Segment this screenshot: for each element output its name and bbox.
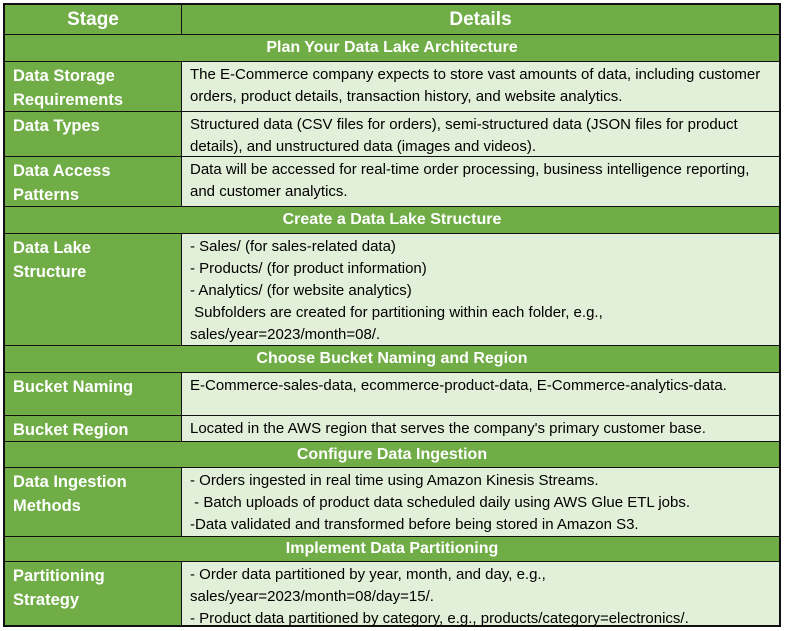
- section-header-ingestion: [5, 442, 779, 468]
- details-text: The E-Commerce company expects to store vast amounts of data, including customer orders, product details, transaction history, and website analytics.: [190, 66, 765, 105]
- section-title: Configure Data Ingestion: [296, 445, 488, 463]
- stage-label: Data Access Patterns: [13, 162, 111, 204]
- details-text: E-Commerce-sales-data, ecommerce-product-data, E-Commerce-analytics-data.: [190, 377, 727, 394]
- stage-label: Data Storage Requirements: [13, 67, 124, 109]
- table-row: [5, 416, 779, 442]
- header-stage: Stage: [5, 5, 182, 34]
- details-text: - Order data partitioned by year, month, and day, e.g., sales/year=2023/month=08/day=15/. - Product data partitioned by category, e.g., products/category=electronics/.: [190, 566, 689, 627]
- details-text: Structured data (CSV files for orders), semi-structured data (JSON files for product details), and unstructured data (images and videos).: [190, 116, 742, 155]
- section-header-partitioning: [5, 537, 779, 562]
- details-text: - Orders ingested in real time using Amazon Kinesis Streams. - Batch uploads of product data scheduled daily using AWS Glue ETL jobs. -Data validated and transformed before being stored in Amazon S3.: [190, 472, 691, 533]
- table-row: [5, 112, 779, 157]
- table-row: [5, 234, 779, 346]
- details-text: Located in the AWS region that serves the company's primary customer base.: [190, 420, 706, 437]
- stage-label: Data Lake Structure: [13, 239, 91, 281]
- table-row: [5, 62, 779, 112]
- stage-label: Bucket Naming: [13, 378, 134, 396]
- table-row: [5, 468, 779, 537]
- stage-label: Data Ingestion Methods: [13, 473, 127, 515]
- stage-label: Data Types: [13, 117, 100, 135]
- details-text: - Sales/ (for sales-related data) - Products/ (for product information) - Analytics/ (for website analytics) Subfolders are created for partitioning within each folder, e.g., sales/year=2023/month=08/.: [190, 238, 603, 343]
- details-text: Data will be accessed for real-time order processing, business intelligence reporting, and customer analytics.: [190, 161, 754, 200]
- section-header-structure: [5, 207, 779, 234]
- stage-label: Bucket Region: [13, 421, 129, 439]
- stage-label: Partitioning Strategy: [13, 567, 105, 609]
- data-lake-stages-table: [3, 3, 781, 627]
- table-row: [5, 373, 779, 416]
- section-header-bucket: [5, 346, 779, 373]
- section-title: Implement Data Partitioning: [285, 540, 499, 557]
- table-row: [5, 157, 779, 207]
- table-header-row: [5, 5, 779, 35]
- section-title: Choose Bucket Naming and Region: [256, 350, 528, 367]
- header-details: Details: [449, 9, 512, 30]
- section-header-plan: [5, 35, 779, 62]
- section-title: Plan Your Data Lake Architecture: [266, 39, 518, 56]
- table-row: [5, 562, 779, 625]
- section-title: Create a Data Lake Structure: [282, 211, 502, 228]
